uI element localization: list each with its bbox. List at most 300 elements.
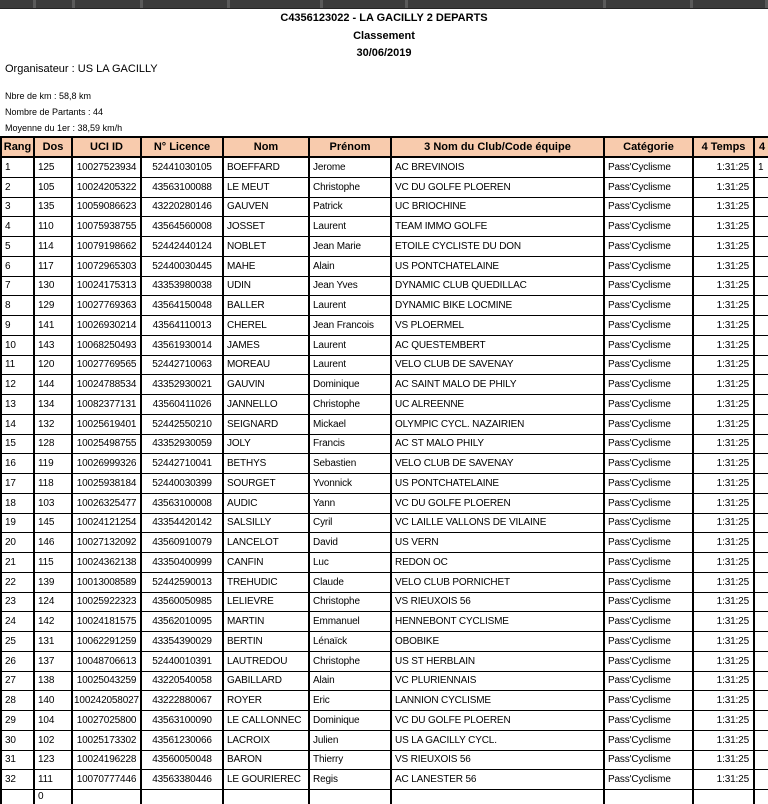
cell-club: VC PLURIENNAIS <box>392 672 605 692</box>
cell-rang: 31 <box>2 751 35 771</box>
cell-licence: 43220280146 <box>142 198 224 218</box>
cell-categorie: Pass'Cyclisme <box>605 415 694 435</box>
cell-licence: 43564560008 <box>142 217 224 237</box>
cell-rang: 7 <box>2 277 35 297</box>
cell-uci-id: 10027025800 <box>73 711 142 731</box>
cell-licence: 52442440124 <box>142 237 224 257</box>
cell-extra <box>755 632 768 652</box>
cell-club: OLYMPIC CYCL. NAZAIRIEN <box>392 415 605 435</box>
average-speed-line: Moyenne du 1er : 38,59 km/h <box>5 123 123 133</box>
cell-categorie: Pass'Cyclisme <box>605 731 694 751</box>
cell-licence <box>142 790 224 804</box>
cell-uci-id: 10048706613 <box>73 652 142 672</box>
table-row <box>2 237 768 257</box>
cell-dos: 141 <box>35 316 73 336</box>
cell-extra <box>755 474 768 494</box>
cell-licence: 43352930021 <box>142 375 224 395</box>
cell-club: HENNEBONT CYCLISME <box>392 612 605 632</box>
cell-nom: GABILLARD <box>224 672 310 692</box>
cell-nom: LE CALLONNEC <box>224 711 310 731</box>
cell-temps: 1:31:25 <box>694 672 755 692</box>
cell-categorie: Pass'Cyclisme <box>605 494 694 514</box>
cell-extra <box>755 296 768 316</box>
table-row <box>2 356 768 376</box>
cell-club: US ST HERBLAIN <box>392 652 605 672</box>
table-row <box>2 158 768 178</box>
cell-prenom: Christophe <box>310 178 392 198</box>
cell-licence: 52440030445 <box>142 257 224 277</box>
cell-uci-id: 10024788534 <box>73 375 142 395</box>
cell-licence: 43564150048 <box>142 296 224 316</box>
cell-prenom: Christophe <box>310 593 392 613</box>
cell-nom: LE MEUT <box>224 178 310 198</box>
table-row <box>2 316 768 336</box>
cell-categorie: Pass'Cyclisme <box>605 672 694 692</box>
cell-categorie: Pass'Cyclisme <box>605 691 694 711</box>
cell-dos: 123 <box>35 751 73 771</box>
cell-club: US VERN <box>392 533 605 553</box>
cell-prenom: Laurent <box>310 296 392 316</box>
table-row <box>2 375 768 395</box>
cell-temps: 1:31:25 <box>694 573 755 593</box>
cell-extra <box>755 672 768 692</box>
cell-licence: 43563100090 <box>142 711 224 731</box>
cell-rang: 2 <box>2 178 35 198</box>
cell-club: REDON OC <box>392 553 605 573</box>
cell-licence: 43354390029 <box>142 632 224 652</box>
cell-club: VC LAILLE VALLONS DE VILAINE <box>392 514 605 534</box>
cell-categorie: Pass'Cyclisme <box>605 533 694 553</box>
cell-club: AC ST MALO PHILY <box>392 435 605 455</box>
cell-dos: 105 <box>35 178 73 198</box>
cell-prenom: Jean Marie <box>310 237 392 257</box>
cell-temps: 1:31:25 <box>694 158 755 178</box>
cell-temps: 1:31:25 <box>694 277 755 297</box>
column-divider <box>227 0 230 8</box>
cell-dos: 140 <box>35 691 73 711</box>
cell-club: VELO CLUB PORNICHET <box>392 573 605 593</box>
cell-extra <box>755 573 768 593</box>
cell-prenom: Luc <box>310 553 392 573</box>
cell-licence: 52442710041 <box>142 454 224 474</box>
table-header-row <box>2 138 768 158</box>
cell-temps: 1:31:25 <box>694 336 755 356</box>
cell-licence: 43563100088 <box>142 178 224 198</box>
cell-licence: 43352930059 <box>142 435 224 455</box>
cell-rang: 15 <box>2 435 35 455</box>
cell-club: VS RIEUXOIS 56 <box>392 751 605 771</box>
cell-prenom: Francis <box>310 435 392 455</box>
table-row <box>2 612 768 632</box>
cell-temps: 1:31:25 <box>694 632 755 652</box>
cell-prenom: Laurent <box>310 356 392 376</box>
cell-rang: 10 <box>2 336 35 356</box>
cell-temps: 1:31:25 <box>694 494 755 514</box>
cell-licence: 52440030399 <box>142 474 224 494</box>
cell-extra <box>755 593 768 613</box>
cell-extra <box>755 336 768 356</box>
cell-uci-id: 10027523934 <box>73 158 142 178</box>
cell-licence: 43560411026 <box>142 395 224 415</box>
cell-rang: 9 <box>2 316 35 336</box>
cell-extra <box>755 178 768 198</box>
table-row <box>2 770 768 790</box>
cell-temps: 1:31:25 <box>694 533 755 553</box>
cell-dos: 145 <box>35 514 73 534</box>
cell-temps: 1:31:25 <box>694 751 755 771</box>
cell-uci-id: 10027769565 <box>73 356 142 376</box>
cell-dos: 110 <box>35 217 73 237</box>
cell-nom: JOSSET <box>224 217 310 237</box>
cell-prenom: Yann <box>310 494 392 514</box>
cell-dos: 115 <box>35 553 73 573</box>
cell-temps: 1:31:25 <box>694 356 755 376</box>
cell-club: UC ALREENNE <box>392 395 605 415</box>
cell-rang: 32 <box>2 770 35 790</box>
cell-temps: 1:31:25 <box>694 652 755 672</box>
cell-dos: 124 <box>35 593 73 613</box>
cell-nom: BOEFFARD <box>224 158 310 178</box>
cell-club: TEAM IMMO GOLFE <box>392 217 605 237</box>
column-header-licence: N° Licence <box>142 138 224 158</box>
cell-dos: 119 <box>35 454 73 474</box>
cell-uci-id: 10072965303 <box>73 257 142 277</box>
cell-uci-id: 10025938184 <box>73 474 142 494</box>
cell-prenom: Dominique <box>310 711 392 731</box>
table-row <box>2 652 768 672</box>
cell-extra <box>755 652 768 672</box>
cell-prenom: Cyril <box>310 514 392 534</box>
cell-uci-id: 10025922323 <box>73 593 142 613</box>
cell-rang: 26 <box>2 652 35 672</box>
cell-rang: 6 <box>2 257 35 277</box>
column-divider <box>603 0 606 8</box>
cell-prenom: Dominique <box>310 375 392 395</box>
cell-temps: 1:31:25 <box>694 375 755 395</box>
cell-prenom: Emmanuel <box>310 612 392 632</box>
cell-club: US LA GACILLY CYCL. <box>392 731 605 751</box>
cell-categorie: Pass'Cyclisme <box>605 237 694 257</box>
cell-club: OBOBIKE <box>392 632 605 652</box>
cell-uci-id: 10059086623 <box>73 198 142 218</box>
cell-uci-id: 10024181575 <box>73 612 142 632</box>
cell-rang: 21 <box>2 553 35 573</box>
cell-nom: GAUVIN <box>224 375 310 395</box>
cell-extra <box>755 237 768 257</box>
column-header-rang: Rang <box>2 138 35 158</box>
cell-categorie: Pass'Cyclisme <box>605 435 694 455</box>
column-header-extra: 4 <box>755 138 768 158</box>
cell-extra <box>755 415 768 435</box>
cell-temps: 1:31:25 <box>694 395 755 415</box>
cell-extra <box>755 217 768 237</box>
cell-uci-id: 10062291259 <box>73 632 142 652</box>
cell-extra <box>755 770 768 790</box>
cell-extra <box>755 751 768 771</box>
table-row-partial <box>2 790 768 804</box>
cell-rang: 22 <box>2 573 35 593</box>
results-table <box>0 136 768 804</box>
cell-dos: 144 <box>35 375 73 395</box>
report-subtitle: Classement <box>353 30 415 42</box>
cell-categorie: Pass'Cyclisme <box>605 257 694 277</box>
cell-licence: 43354420142 <box>142 514 224 534</box>
cell-temps: 1:31:25 <box>694 553 755 573</box>
cell-prenom: Christophe <box>310 652 392 672</box>
cell-licence: 43564110013 <box>142 316 224 336</box>
cell-uci-id <box>73 790 142 804</box>
cell-extra <box>755 711 768 731</box>
report-title: C4356123022 - LA GACILLY 2 DEPARTS <box>280 12 488 24</box>
cell-nom: BARON <box>224 751 310 771</box>
table-row <box>2 198 768 218</box>
cell-licence: 43220540058 <box>142 672 224 692</box>
cell-prenom: Laurent <box>310 217 392 237</box>
cell-nom: CANFIN <box>224 553 310 573</box>
cell-uci-id: 10082377131 <box>73 395 142 415</box>
cell-uci-id: 10027769363 <box>73 296 142 316</box>
cell-uci-id: 10025498755 <box>73 435 142 455</box>
cell-uci-id: 100242058027 <box>73 691 142 711</box>
cell-dos: 129 <box>35 296 73 316</box>
cell-temps: 1:31:25 <box>694 435 755 455</box>
cell-licence: 52442590013 <box>142 573 224 593</box>
cell-prenom: Lénaïck <box>310 632 392 652</box>
cell-categorie: Pass'Cyclisme <box>605 198 694 218</box>
cell-extra <box>755 395 768 415</box>
cell-club: VS PLOERMEL <box>392 316 605 336</box>
cell-club: ETOILE CYCLISTE DU DON <box>392 237 605 257</box>
cell-rang: 27 <box>2 672 35 692</box>
cell-club: US PONTCHATELAINE <box>392 257 605 277</box>
cell-rang: 13 <box>2 395 35 415</box>
column-header-nom: Nom <box>224 138 310 158</box>
column-divider <box>320 0 323 8</box>
cell-temps: 1:31:25 <box>694 514 755 534</box>
column-header-prenom: Prénom <box>310 138 392 158</box>
cell-club: AC QUESTEMBERT <box>392 336 605 356</box>
cell-categorie: Pass'Cyclisme <box>605 454 694 474</box>
table-row <box>2 217 768 237</box>
cell-club: AC LANESTER 56 <box>392 770 605 790</box>
cell-temps: 1:31:25 <box>694 296 755 316</box>
cell-rang: 17 <box>2 474 35 494</box>
cell-dos: 104 <box>35 711 73 731</box>
cell-categorie <box>605 790 694 804</box>
cell-club: VC DU GOLFE PLOEREN <box>392 711 605 731</box>
cell-categorie: Pass'Cyclisme <box>605 336 694 356</box>
cell-extra <box>755 198 768 218</box>
cell-nom: LAUTREDOU <box>224 652 310 672</box>
cell-dos: 143 <box>35 336 73 356</box>
cell-uci-id: 10079198662 <box>73 237 142 257</box>
column-header-temps: 4 Temps <box>694 138 755 158</box>
cell-rang: 28 <box>2 691 35 711</box>
cell-rang: 25 <box>2 632 35 652</box>
cell-nom: ROYER <box>224 691 310 711</box>
distance-line: Nbre de km : 58,8 km <box>5 91 92 101</box>
cell-uci-id: 10068250493 <box>73 336 142 356</box>
cell-dos: 114 <box>35 237 73 257</box>
cell-rang: 23 <box>2 593 35 613</box>
cell-club: DYNAMIC BIKE LOCMINE <box>392 296 605 316</box>
cell-rang: 11 <box>2 356 35 376</box>
cell-nom <box>224 790 310 804</box>
cell-rang: 8 <box>2 296 35 316</box>
cell-dos: 102 <box>35 731 73 751</box>
cell-dos: 0 <box>35 790 73 804</box>
table-row <box>2 415 768 435</box>
cell-nom: SOURGET <box>224 474 310 494</box>
spreadsheet-row-above <box>0 0 768 9</box>
cell-club: DYNAMIC CLUB QUEDILLAC <box>392 277 605 297</box>
cell-uci-id: 10024196228 <box>73 751 142 771</box>
table-row <box>2 691 768 711</box>
cell-rang: 29 <box>2 711 35 731</box>
report-date: 30/06/2019 <box>356 47 412 59</box>
cell-extra <box>755 435 768 455</box>
cell-club: VS RIEUXOIS 56 <box>392 593 605 613</box>
cell-uci-id: 10024175313 <box>73 277 142 297</box>
cell-extra <box>755 553 768 573</box>
cell-temps: 1:31:25 <box>694 711 755 731</box>
table-row <box>2 336 768 356</box>
cell-club: US PONTCHATELAINE <box>392 474 605 494</box>
cell-licence: 43561230066 <box>142 731 224 751</box>
cell-prenom: Patrick <box>310 198 392 218</box>
cell-nom: BALLER <box>224 296 310 316</box>
cell-extra <box>755 375 768 395</box>
cell-dos: 125 <box>35 158 73 178</box>
cell-licence: 43562010095 <box>142 612 224 632</box>
table-row <box>2 494 768 514</box>
cell-extra <box>755 691 768 711</box>
cell-licence: 52442550210 <box>142 415 224 435</box>
cell-uci-id: 10025043259 <box>73 672 142 692</box>
table-row <box>2 553 768 573</box>
cell-club: VC DU GOLFE PLOEREN <box>392 178 605 198</box>
cell-prenom: Jerome <box>310 158 392 178</box>
cell-nom: UDIN <box>224 277 310 297</box>
cell-dos: 134 <box>35 395 73 415</box>
cell-uci-id: 10025619401 <box>73 415 142 435</box>
table-row <box>2 435 768 455</box>
table-row <box>2 632 768 652</box>
cell-temps: 1:31:25 <box>694 612 755 632</box>
cell-club: VC DU GOLFE PLOEREN <box>392 494 605 514</box>
cell-club: LANNION CYCLISME <box>392 691 605 711</box>
cell-categorie: Pass'Cyclisme <box>605 395 694 415</box>
cell-rang: 4 <box>2 217 35 237</box>
cell-categorie: Pass'Cyclisme <box>605 514 694 534</box>
cell-licence: 43560910079 <box>142 533 224 553</box>
cell-nom: SEIGNARD <box>224 415 310 435</box>
table-row <box>2 672 768 692</box>
column-header-categorie: Catégorie <box>605 138 694 158</box>
cell-extra <box>755 316 768 336</box>
cell-prenom: Claude <box>310 573 392 593</box>
cell-categorie: Pass'Cyclisme <box>605 375 694 395</box>
cell-nom: LE GOURIEREC <box>224 770 310 790</box>
cell-nom: NOBLET <box>224 237 310 257</box>
cell-prenom: Jean Francois <box>310 316 392 336</box>
cell-categorie: Pass'Cyclisme <box>605 178 694 198</box>
cell-rang: 30 <box>2 731 35 751</box>
cell-dos: 120 <box>35 356 73 376</box>
table-row <box>2 514 768 534</box>
cell-extra <box>755 257 768 277</box>
cell-uci-id: 10024205322 <box>73 178 142 198</box>
cell-prenom: Sebastien <box>310 454 392 474</box>
cell-dos: 138 <box>35 672 73 692</box>
cell-uci-id: 10027132092 <box>73 533 142 553</box>
cell-uci-id: 10025173302 <box>73 731 142 751</box>
cell-categorie: Pass'Cyclisme <box>605 277 694 297</box>
table-row <box>2 178 768 198</box>
cell-nom: LANCELOT <box>224 533 310 553</box>
cell-dos: 128 <box>35 435 73 455</box>
cell-temps: 1:31:25 <box>694 198 755 218</box>
cell-licence: 43350400999 <box>142 553 224 573</box>
cell-nom: JOLY <box>224 435 310 455</box>
table-row <box>2 731 768 751</box>
cell-rang: 24 <box>2 612 35 632</box>
cell-extra <box>755 731 768 751</box>
cell-categorie: Pass'Cyclisme <box>605 553 694 573</box>
starters-line: Nombre de Partants : 44 <box>5 107 104 117</box>
cell-club: UC BRIOCHINE <box>392 198 605 218</box>
cell-dos: 111 <box>35 770 73 790</box>
cell-rang: 18 <box>2 494 35 514</box>
cell-dos: 117 <box>35 257 73 277</box>
cell-uci-id: 10026325477 <box>73 494 142 514</box>
cell-rang: 19 <box>2 514 35 534</box>
cell-prenom: Alain <box>310 257 392 277</box>
cell-licence: 43560050985 <box>142 593 224 613</box>
cell-dos: 137 <box>35 652 73 672</box>
column-divider <box>140 0 143 8</box>
cell-prenom: Jean Yves <box>310 277 392 297</box>
cell-nom: JAMES <box>224 336 310 356</box>
cell-prenom <box>310 790 392 804</box>
cell-temps: 1:31:25 <box>694 415 755 435</box>
table-row <box>2 277 768 297</box>
cell-nom: MAHE <box>224 257 310 277</box>
cell-temps <box>694 790 755 804</box>
cell-temps: 1:31:25 <box>694 257 755 277</box>
cell-categorie: Pass'Cyclisme <box>605 217 694 237</box>
cell-licence: 43222880067 <box>142 691 224 711</box>
cell-categorie: Pass'Cyclisme <box>605 573 694 593</box>
cell-uci-id: 10024362138 <box>73 553 142 573</box>
cell-prenom: Julien <box>310 731 392 751</box>
cell-rang: 16 <box>2 454 35 474</box>
cell-club <box>392 790 605 804</box>
column-header-dos: Dos <box>35 138 73 158</box>
cell-categorie: Pass'Cyclisme <box>605 632 694 652</box>
cell-dos: 130 <box>35 277 73 297</box>
cell-licence: 52442710063 <box>142 356 224 376</box>
table-row <box>2 533 768 553</box>
cell-temps: 1:31:25 <box>694 217 755 237</box>
column-header-uci-id: UCI ID <box>73 138 142 158</box>
cell-uci-id: 10024121254 <box>73 514 142 534</box>
cell-nom: BERTIN <box>224 632 310 652</box>
table-row <box>2 454 768 474</box>
table-row <box>2 711 768 731</box>
cell-licence: 43560050048 <box>142 751 224 771</box>
table-row <box>2 296 768 316</box>
